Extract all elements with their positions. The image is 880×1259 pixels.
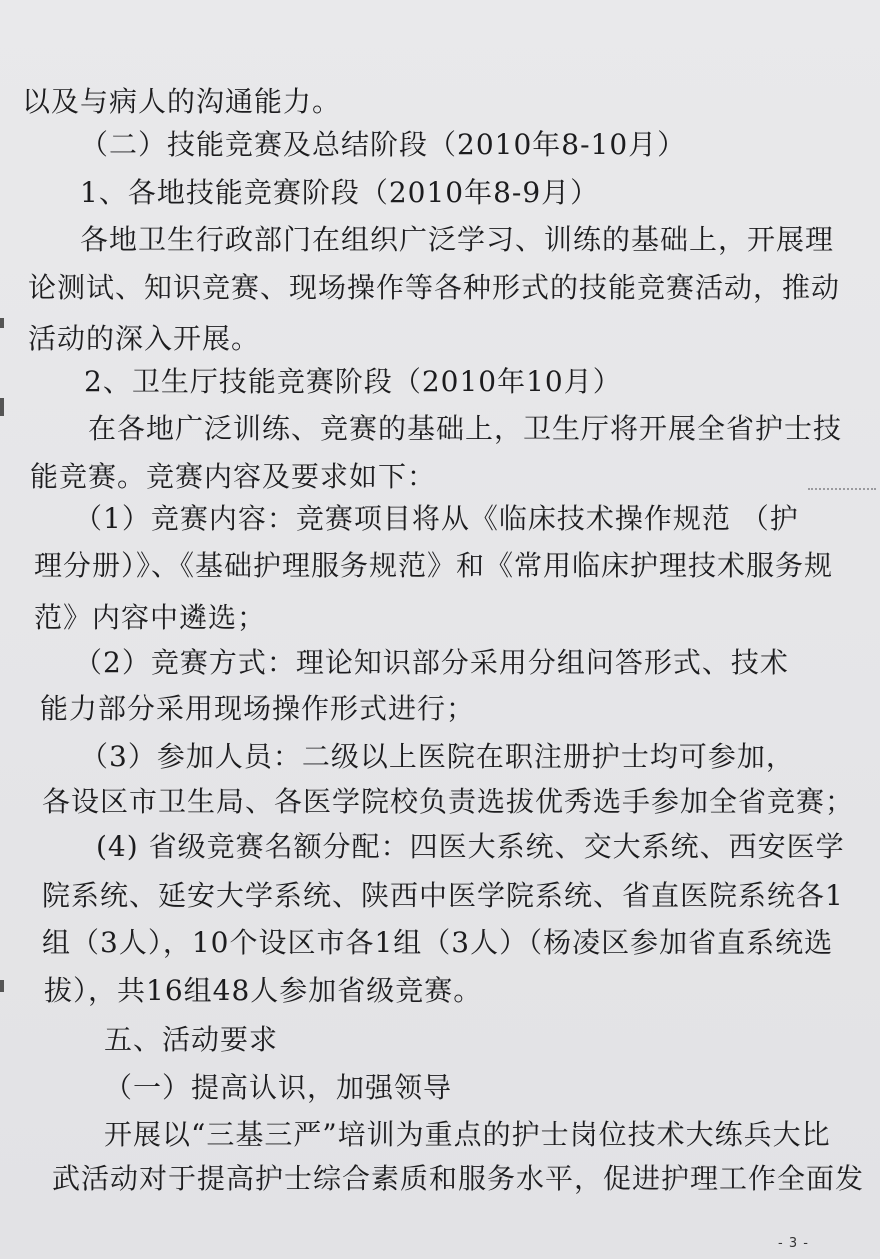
text-line: 院系统、延安大学系统、陕西中医学院系统、省直医院系统各1 [42, 879, 844, 912]
text-line: （二）技能竞赛及总结阶段（2010年8-10月） [80, 128, 687, 161]
text-line: （2）竞赛方式：理论知识部分采用分组问答形式、技术 [74, 646, 789, 679]
text-line: 在各地广泛训练、竞赛的基础上，卫生厅将开展全省护士技 [88, 412, 843, 445]
scan-margin-mark [0, 318, 4, 328]
text-line: 能力部分采用现场操作形式进行； [40, 692, 476, 725]
text-line: 活动的深入开展。 [28, 322, 261, 355]
text-line: （1）竞赛内容：竞赛项目将从《临床技术操作规范 （护 [74, 502, 799, 535]
text-line: 理分册）》、《基础护理服务规范》和《常用临床护理技术服务规 [34, 549, 834, 582]
text-line: (4) 省级竞赛名额分配：四医大系统、交大系统、西安医学 [96, 830, 845, 863]
text-line: 拔），共16组48人参加省级竞赛。 [44, 974, 483, 1007]
scan-edge-dots [808, 488, 876, 492]
subsection-heading: （一）提高认识，加强领导 [104, 1071, 453, 1104]
page-number: - 3 - [778, 1236, 809, 1251]
text-line: （3）参加人员：二级以上医院在职注册护士均可参加， [80, 740, 795, 773]
text-line: 以及与病人的沟通能力。 [22, 85, 342, 118]
text-line: 开展以“三基三严”培训为重点的护士岗位技术大练兵大比 [104, 1118, 831, 1151]
scan-margin-mark [0, 398, 4, 416]
section-heading: 五、活动要求 [104, 1023, 279, 1056]
text-line: 能竞赛。竞赛内容及要求如下： [30, 460, 437, 493]
text-line: 各设区市卫生局、各医学院校负责选拔优秀选手参加全省竞赛； [42, 785, 855, 818]
text-line: 组（3人），10个设区市各1组（3人）（杨凌区参加省直系统选 [42, 926, 834, 959]
text-line: 论测试、知识竞赛、现场操作等各种形式的技能竞赛活动，推动 [28, 271, 841, 304]
scan-margin-mark [0, 980, 4, 992]
text-line: 各地卫生行政部门在组织广泛学习、训练的基础上，开展理 [80, 223, 835, 256]
text-line: 1、各地技能竞赛阶段（2010年8-9月） [80, 176, 600, 209]
text-line: 2、卫生厅技能竞赛阶段（2010年10月） [84, 365, 622, 398]
text-line: 范》内容中遴选； [34, 601, 267, 634]
text-line: 武活动对于提高护士综合素质和服务水平，促进护理工作全面发 [52, 1162, 865, 1195]
